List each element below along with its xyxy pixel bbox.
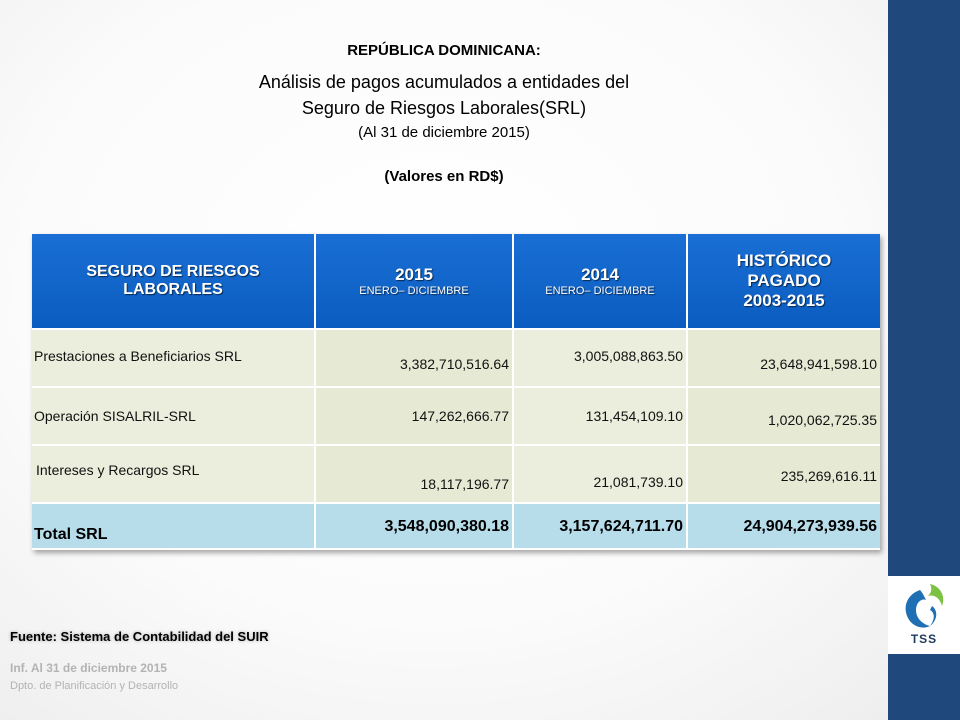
data-source: Fuente: Sistema de Contabilidad del SUIR bbox=[10, 629, 269, 644]
row-label-cell bbox=[32, 446, 316, 504]
report-date: (Al 31 de diciembre 2015) bbox=[358, 124, 530, 141]
total-2015-cell bbox=[316, 504, 514, 550]
header-2014-title: 2014 bbox=[581, 264, 619, 284]
value-historic-cell bbox=[688, 330, 880, 388]
value-2014-cell bbox=[514, 330, 688, 388]
total-2014: 3,157,624,711.70 bbox=[559, 518, 683, 535]
row-label-cell bbox=[32, 388, 316, 446]
value-historic-cell bbox=[688, 388, 880, 446]
row-label: Operación SISALRIL-SRL bbox=[34, 408, 196, 424]
value-2014-cell bbox=[514, 446, 688, 504]
total-label: Total SRL bbox=[34, 526, 108, 543]
total-label-cell bbox=[32, 504, 316, 550]
footer-report-date: Inf. Al 31 de diciembre 2015 bbox=[10, 661, 167, 675]
header-2015-subtitle: ENERO– DICIEMBRE bbox=[359, 284, 469, 297]
total-2015: 3,548,090,380.18 bbox=[384, 518, 509, 535]
currency-units: (Valores en RD$) bbox=[384, 168, 504, 185]
country-heading: REPÚBLICA DOMINICANA: bbox=[347, 42, 541, 59]
value-historic: 1,020,062,725.35 bbox=[768, 412, 877, 428]
table-row bbox=[32, 446, 880, 504]
header-historic-line2: PAGADO bbox=[747, 271, 821, 290]
total-row bbox=[32, 504, 880, 550]
header-historic bbox=[688, 234, 880, 330]
value-historic-cell bbox=[688, 446, 880, 504]
header-2014 bbox=[514, 234, 688, 330]
value-2015: 3,382,710,516.64 bbox=[400, 356, 509, 372]
table-header-row bbox=[32, 234, 880, 330]
header-concept-line2: LABORALES bbox=[123, 281, 223, 298]
tss-logo bbox=[888, 576, 960, 654]
value-2015: 147,262,666.77 bbox=[411, 408, 509, 424]
header-2015 bbox=[316, 234, 514, 330]
payments-table bbox=[32, 234, 880, 550]
total-2014-cell bbox=[514, 504, 688, 550]
header-2015-title: 2015 bbox=[395, 264, 433, 284]
value-2014: 21,081,739.10 bbox=[593, 474, 683, 490]
value-historic: 23,648,941,598.10 bbox=[760, 356, 877, 372]
header-2014-subtitle: ENERO– DICIEMBRE bbox=[545, 284, 655, 297]
total-historic-cell bbox=[688, 504, 880, 550]
row-label: Intereses y Recargos SRL bbox=[36, 462, 200, 478]
page-title-line2: Seguro de Riesgos Laborales(SRL) bbox=[301, 98, 587, 118]
value-historic: 235,269,616.11 bbox=[780, 468, 877, 484]
value-2014: 131,454,109.10 bbox=[585, 408, 683, 424]
value-2014: 3,005,088,863.50 bbox=[574, 348, 683, 364]
row-label: Prestaciones a Beneficiarios SRL bbox=[34, 348, 242, 364]
table-row bbox=[32, 330, 880, 388]
page-title-line1: Análisis de pagos acumulados a entidades del bbox=[258, 72, 630, 92]
tss-logo-icon bbox=[900, 580, 948, 632]
value-2015-cell bbox=[316, 446, 514, 504]
value-2015-cell bbox=[316, 388, 514, 446]
header-historic-line3: 2003-2015 bbox=[743, 291, 825, 310]
value-2015-cell bbox=[316, 330, 514, 388]
total-historic: 24,904,273,939.56 bbox=[743, 518, 877, 535]
value-2014-cell bbox=[514, 388, 688, 446]
row-label-cell bbox=[32, 330, 316, 388]
header-concept bbox=[32, 234, 316, 330]
header-concept-line1: SEGURO DE RIESGOS bbox=[86, 263, 260, 280]
footer-department: Dpto. de Planificación y Desarrollo bbox=[10, 680, 179, 692]
value-2015: 18,117,196.77 bbox=[420, 476, 509, 492]
table-row bbox=[32, 388, 880, 446]
header-historic-line1: HISTÓRICO bbox=[736, 251, 832, 270]
logo-text: TSS bbox=[910, 632, 938, 646]
